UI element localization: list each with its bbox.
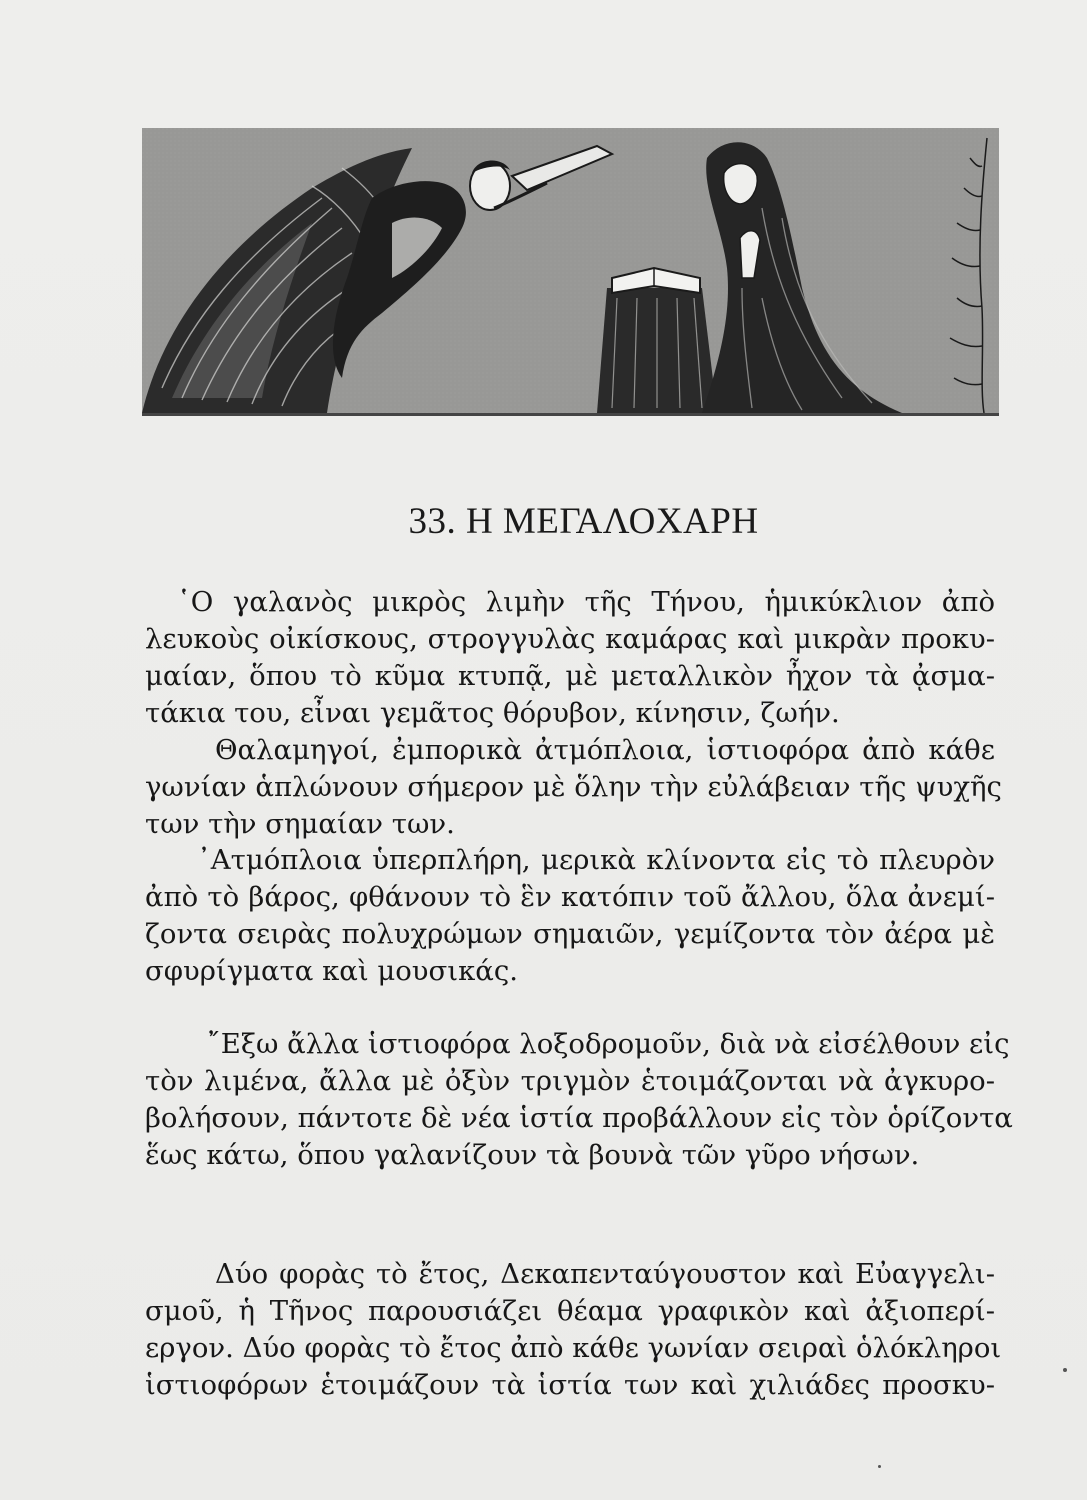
text-line: ἱστιοφόρων ἑτοιμάζουν τὰ ἱστία των καὶ χιλιάδες προσκυ- xyxy=(145,1369,995,1401)
paragraph-2 xyxy=(145,732,1002,843)
paragraph-1 xyxy=(145,584,995,732)
text-line: ῎Εξω ἄλλα ἱστιοφόρα λοξοδρομοῦν, διὰ νὰ εἰσέλθουν εἰς xyxy=(207,1028,1010,1060)
text-line: τάκια του, εἶναι γεμᾶτος θόρυβον, κίνησιν, ζωήν. xyxy=(145,697,840,729)
text-line: ᾿Ατμόπλοια ὑπερπλήρη, μερικὰ κλίνοντα εἰς τὸ πλευρὸν xyxy=(197,844,995,876)
paragraph-3 xyxy=(145,842,995,990)
chapter-title: 33. Η ΜΕΓΑΛΟΧΑΡΗ xyxy=(408,501,759,542)
text-line: Δύο φορὰς τὸ ἔτος, Δεκαπενταύγουστον καὶ Εὐαγγελι- xyxy=(215,1258,995,1290)
text-line: σμοῦ, ἡ Τῆνος παρουσιάζει θέαμα γραφικὸν καὶ ἀξιοπερί- xyxy=(145,1295,995,1327)
text-line: ζοντα σειρὰς πολυχρώμων σημαιῶν, γεμίζοντα τὸν ἀέρα μὲ xyxy=(145,918,995,950)
paper-speck xyxy=(1063,1368,1067,1372)
text-line: σφυρίγματα καὶ μουσικάς. xyxy=(145,955,518,987)
paragraph-5 xyxy=(145,1256,1002,1404)
text-line: ἀπὸ τὸ βάρος, φθάνουν τὸ ἓν κατόπιν τοῦ ἄλλου, ὅλα ἀνεμί- xyxy=(145,881,995,913)
paper-speck xyxy=(878,1465,881,1468)
text-line: γωνίαν ἁπλώνουν σήμερον μὲ ὅλην τὴν εὐλάβειαν τῆς ψυχῆς xyxy=(145,771,1002,803)
text-line: λευκοὺς οἰκίσκους, στρογγυλὰς καμάρας καὶ μικρὰν προκυ- xyxy=(145,623,995,655)
text-line: βολήσουν, πάντοτε δὲ νέα ἱστία προβάλλουν εἰς τὸν ὁρίζοντα xyxy=(145,1102,1013,1134)
text-line: ῾Ο γαλανὸς μικρὸς λιμὴν τῆς Τήνου, ἡμικύκλιον ἀπὸ xyxy=(177,586,995,618)
text-line: Θαλαμηγοί, ἐμπορικὰ ἀτμόπλοια, ἱστιοφόρα ἀπὸ κάθε xyxy=(215,734,995,766)
text-line: εργον. Δύο φορὰς τὸ ἔτος ἀπὸ κάθε γωνίαν σειραὶ ὁλόκληροι xyxy=(145,1332,1002,1364)
paragraph-4 xyxy=(145,1026,1013,1174)
text-line: των τὴν σημαίαν των. xyxy=(145,808,455,840)
annunciation-illustration xyxy=(142,128,999,416)
text-line: μαίαν, ὅπου τὸ κῦμα κτυπᾷ, μὲ μεταλλικὸν ἦχον τὰ ᾀσμα- xyxy=(145,660,995,692)
text-line: ἕως κάτω, ὅπου γαλανίζουν τὰ βουνὰ τῶν γῦρο νήσων. xyxy=(145,1139,920,1171)
text-line: τὸν λιμένα, ἄλλα μὲ ὀξὺν τριγμὸν ἑτοιμάζονται νὰ ἀγκυρο- xyxy=(145,1065,995,1097)
